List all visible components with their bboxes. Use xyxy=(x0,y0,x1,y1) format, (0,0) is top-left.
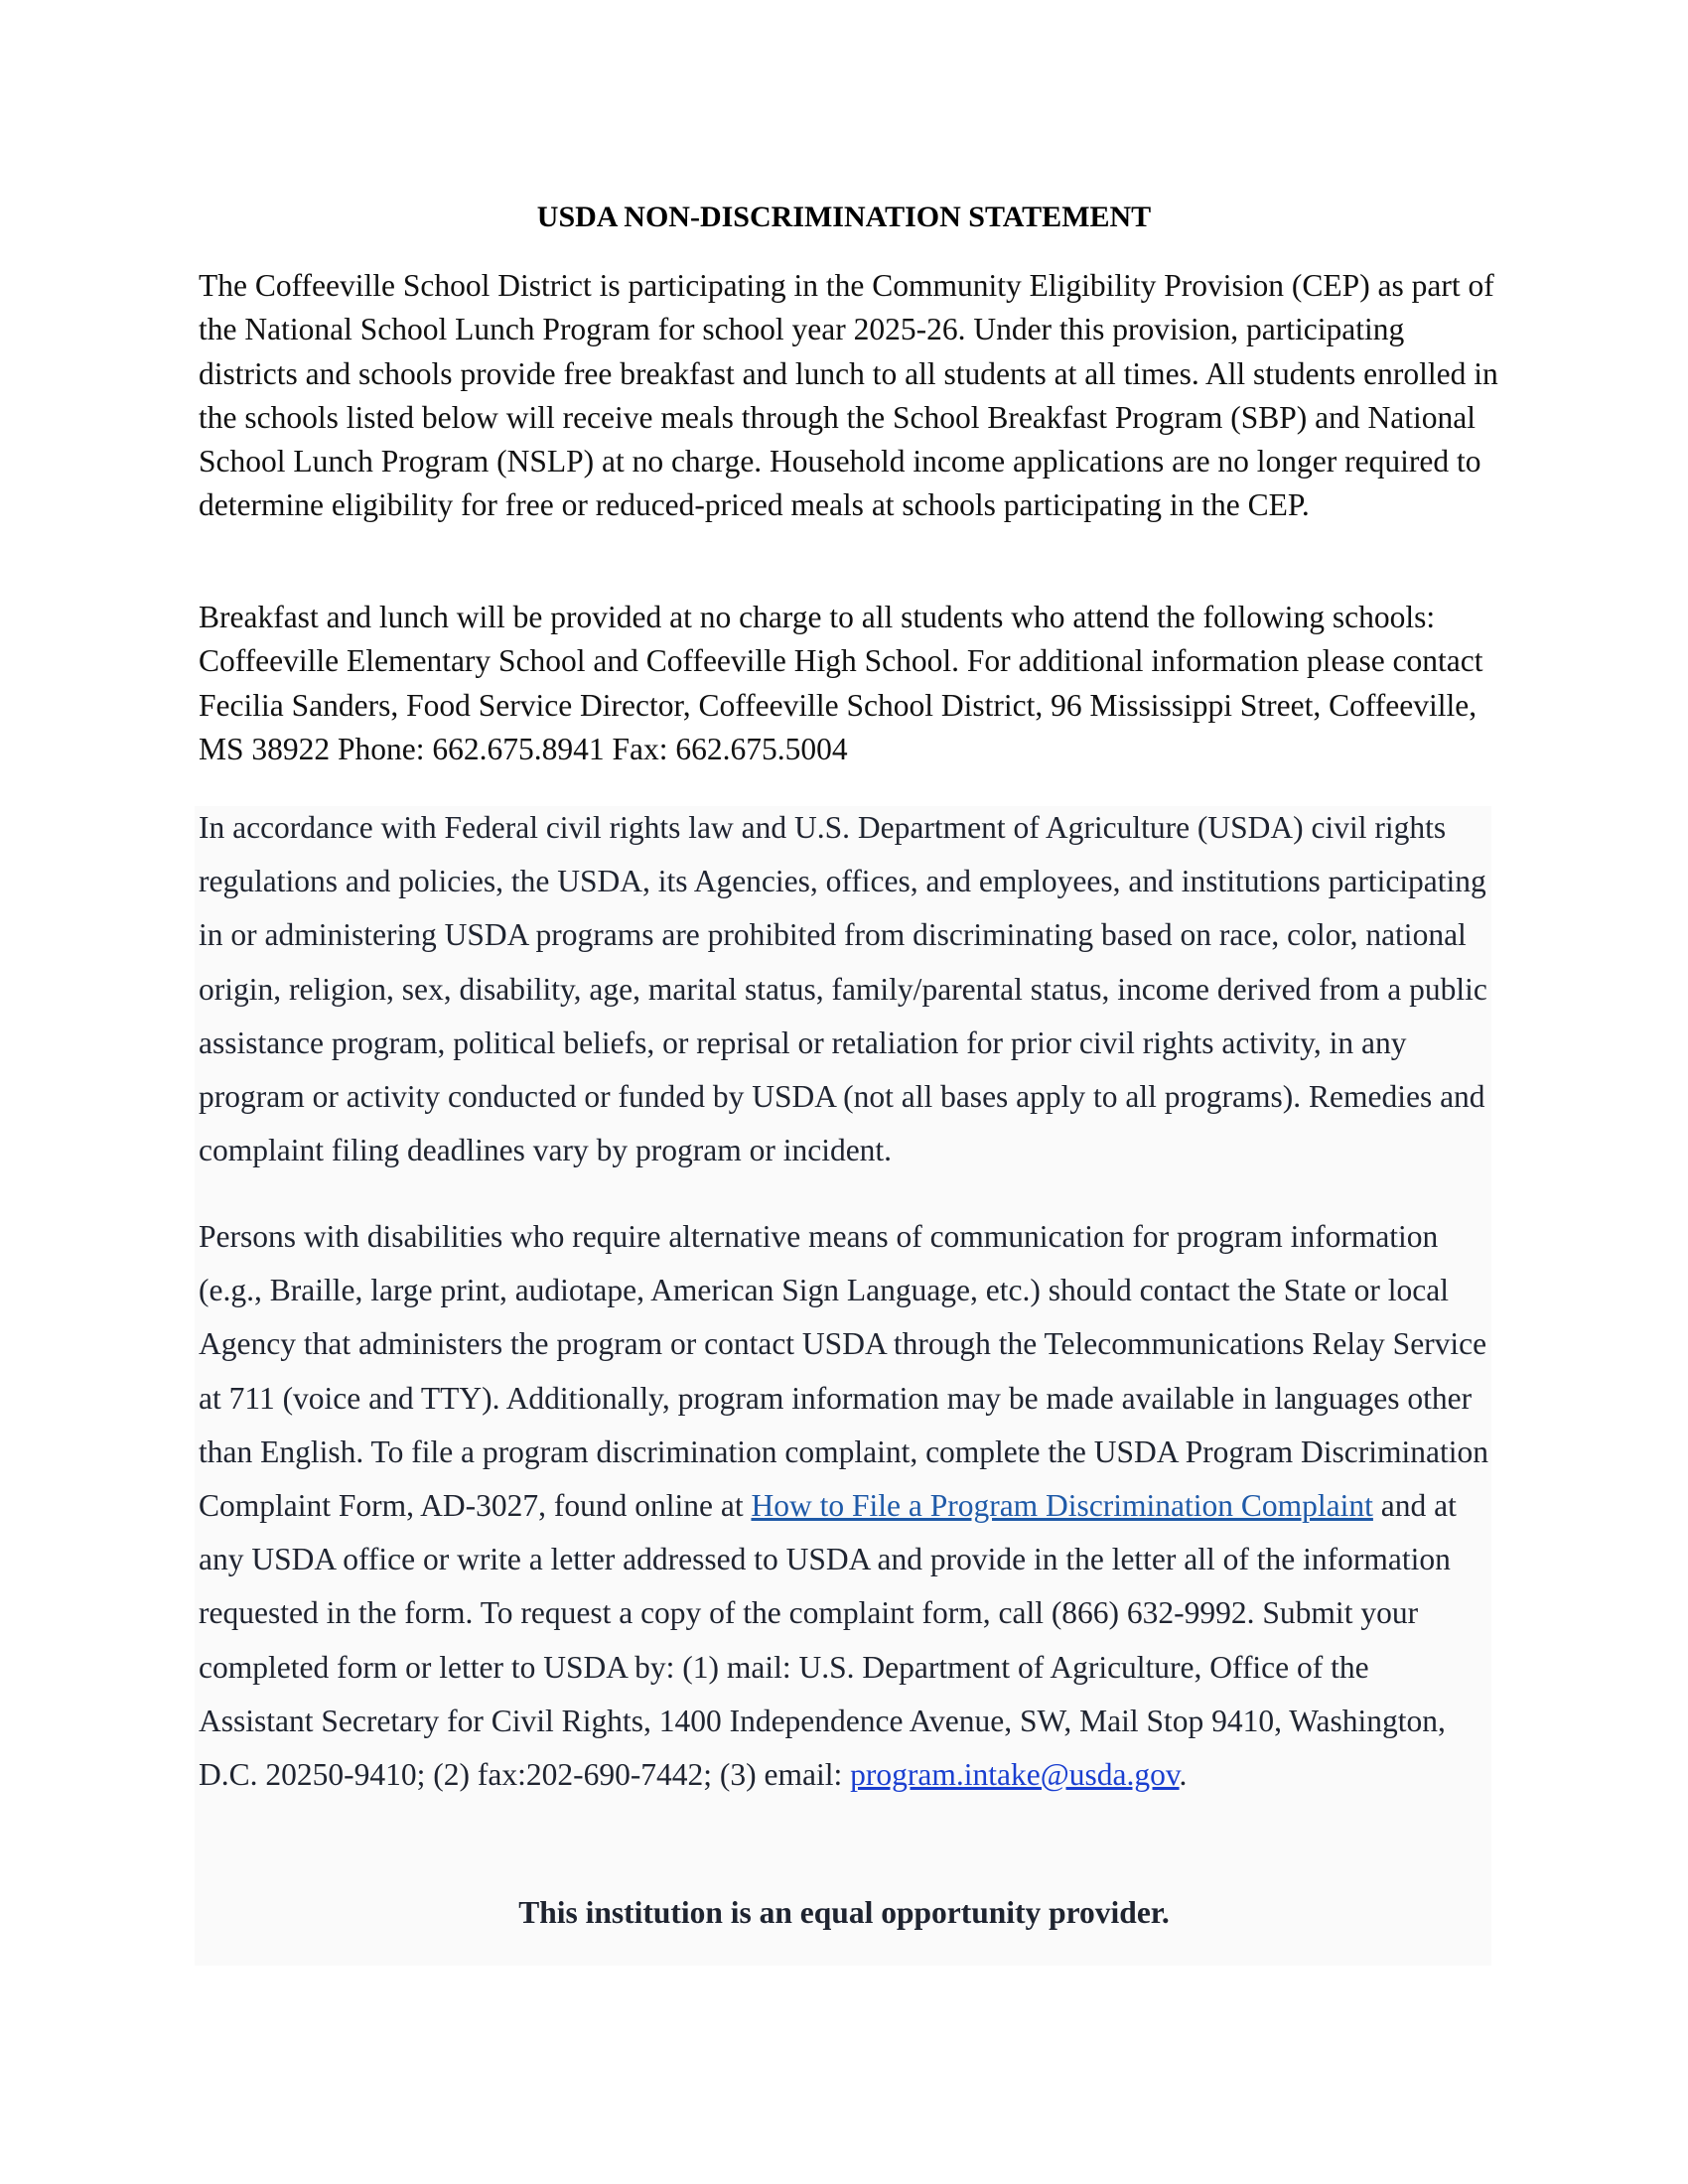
cep-paragraph: The Coffeeville School District is participating in the Community Eligibility Provision (CEP) as part of the National School Lunch Program for school year 2025-26. Under this provision, participating districts and schools provide free breakfast and lunch to all students at all times. All students enrolled in the schools listed below will receive meals through the School Breakfast Program (SBP) and National School Lunch Program (NSLP) at no charge. Household income applications are no longer required to determine eligibility for free or reduced-priced meals at schools participating in the CEP. xyxy=(199,268,1498,523)
complaint-paragraph xyxy=(199,1210,1489,1802)
document-title: USDA NON-DISCRIMINATION STATEMENT xyxy=(536,201,1152,233)
complaint-text-part1: Persons with disabilities who require alternative means of communication for program information (e.g., Braille, large print, audiotape, American Sign Language, etc.) should contact the State or local Agency that administers the program or contact USDA through the Telecommunications Relay Service at 711 (voice and TTY). Additionally, program information may be made available in languages other than English. To file a program discrimination complaint, complete the USDA Program Discrimination Complaint Form, AD-3027, found online at xyxy=(199,1219,1488,1524)
complaint-text-part2: and at any USDA office or write a letter addressed to USDA and provide in the letter all of the information requested in the form. To request a copy of the complaint form, call (866) 632-9992. Submit your completed form or letter to USDA by: (1) mail: U.S. Department of Agriculture, Office of the Assistant Secretary for Civil Rights, 1400 Independence Avenue, SW, Mail Stop 9410, Washington, D.C. 20250-9410; (2) fax:202-690-7442; (3) email: xyxy=(199,1488,1457,1793)
complaint-link[interactable]: How to File a Program Discrimination Complaint xyxy=(751,1488,1373,1524)
email-link[interactable]: program.intake@usda.gov xyxy=(850,1757,1180,1793)
equal-opportunity-statement: This institution is an equal opportunity provider. xyxy=(518,1895,1170,1930)
contact-paragraph: Breakfast and lunch will be provided at no charge to all students who attend the following schools: Coffeeville Elementary School and Coffeeville High School. For additional information please contact Fecilia Sanders, Food Service Director, Coffeeville School District, 96 Mississippi Street, Coffeeville, MS 38922 Phone: 662.675.8941 Fax: 662.675.5004 xyxy=(199,600,1483,766)
complaint-text-part3: . xyxy=(1179,1757,1188,1793)
civil-rights-paragraph: In accordance with Federal civil rights law and U.S. Department of Agriculture (USDA) civil rights regulations and policies, the USDA, its Agencies, offices, and employees, and institutions participating in or administering USDA programs are prohibited from discriminating based on race, color, national origin, religion, sex, disability, age, marital status, family/parental status, income derived from a public assistance program, political beliefs, or reprisal or retaliation for prior civil rights activity, in any program or activity conducted or funded by USDA (not all bases apply to all programs). Remedies and complaint filing deadlines vary by program or incident. xyxy=(199,810,1487,1168)
